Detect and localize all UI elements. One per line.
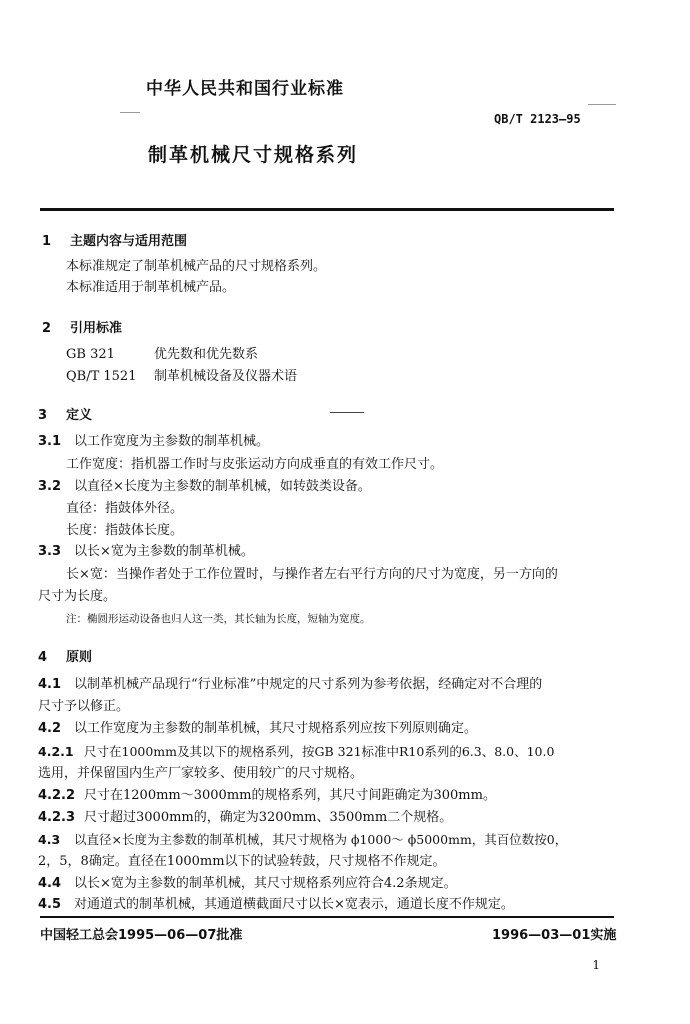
paragraph: 本标准规定了制革机械产品的尺寸规格系列。 — [66, 259, 327, 274]
clause-4-2-1 — [38, 743, 554, 761]
clause-text: 尺寸在1000mm及其以下的规格系列，按GB 321标准中R10系列的6.3、8.0、10.0 — [84, 744, 555, 759]
clause-text: 尺寸超过3000mm的，确定为3200mm、3500mm二个规格。 — [84, 810, 453, 825]
clause-text: 尺寸在1200mm～3000mm的规格系列，其尺寸间距确定为300mm。 — [84, 788, 496, 803]
approval-date: 中国轻工总会1995—06—07批准 — [40, 928, 243, 943]
clause-4-3 — [38, 831, 567, 849]
clause-text: 以工作宽度为主参数的制革机械，其尺寸规格系列应按下列原则确定。 — [74, 721, 478, 736]
section-3-heading — [38, 404, 92, 423]
section-number: 4 — [38, 650, 48, 665]
section-title: 定义 — [66, 408, 93, 423]
issuing-body: 中华人民共和国行业标准 — [146, 79, 344, 99]
clause-number: 4.4 — [38, 876, 62, 891]
clause-text: 以直径×长度为主参数的制革机械，其尺寸规格为 ϕ1000～ ϕ5000mm，其百位数按0， — [74, 832, 568, 847]
reference-code: QB/T 1521 — [66, 369, 137, 384]
clause-text: 以长×宽为主参数的制革机械，其尺寸规格系列应符合4.2条规定。 — [74, 876, 457, 891]
section-1-heading — [42, 230, 187, 249]
scan-mark — [330, 412, 364, 413]
page-number: 1 — [592, 958, 600, 972]
clause-number: 3.3 — [38, 544, 62, 559]
footer-rule — [40, 916, 614, 918]
document-title: 制革机械尺寸规格系列 — [148, 144, 359, 166]
section-title: 原则 — [66, 650, 93, 665]
clause-4-1 — [38, 676, 542, 694]
clause-4-4 — [38, 875, 457, 893]
definition: 长×宽：当操作者处于工作位置时，与操作者左右平行方向的尺寸为宽度，另一方向的 — [66, 567, 558, 582]
header-rule — [40, 208, 614, 211]
paragraph: 本标准适用于制革机械产品。 — [66, 280, 236, 295]
reference-title: 制革机械设备及仪器术语 — [154, 369, 298, 384]
reference-item — [66, 368, 297, 386]
clause-number: 4.2.2 — [38, 788, 76, 803]
clause-4-2 — [38, 720, 477, 738]
definition: 工作宽度：指机器工作时与皮张运动方向成垂直的有效工作尺寸。 — [66, 457, 444, 472]
section-number: 1 — [42, 234, 52, 249]
clause-3-2 — [38, 478, 371, 496]
clause-4-2-3 — [38, 809, 452, 827]
reference-title: 优先数和优先数系 — [154, 347, 259, 362]
clause-number: 4.2.1 — [38, 744, 74, 759]
section-title: 引用标准 — [70, 321, 123, 336]
section-number: 3 — [38, 408, 48, 423]
section-number: 2 — [42, 321, 52, 336]
reference-code: GB 321 — [66, 347, 115, 362]
clause-text: 以工作宽度为主参数的制革机械。 — [74, 434, 270, 449]
scan-mark — [588, 104, 616, 105]
standard-number: QB/T 2123—95 — [494, 112, 581, 126]
clause-text-continued: 尺寸予以修正。 — [38, 699, 130, 714]
clause-number: 4.3 — [38, 832, 61, 847]
clause-text: 以长×宽为主参数的制革机械。 — [74, 544, 254, 559]
definition-continued: 尺寸为长度。 — [38, 589, 117, 604]
clause-3-1 — [38, 433, 269, 451]
clause-4-5 — [38, 896, 514, 914]
clause-text-continued: 2，5，8确定。直径在1000mm以下的试验转鼓，尺寸规格不作规定。 — [38, 854, 446, 869]
note: 注：椭圆形运动设备也归人这一类，其长轴为长度，短轴为宽度。 — [66, 613, 371, 625]
section-title: 主题内容与适用范围 — [70, 234, 188, 249]
section-2-heading — [42, 317, 122, 336]
clause-number: 4.2 — [38, 721, 62, 736]
definition: 直径：指鼓体外径。 — [66, 501, 184, 516]
clause-number: 4.2.3 — [38, 810, 76, 825]
scan-mark — [120, 112, 140, 113]
clause-number: 3.2 — [38, 479, 62, 494]
definition: 长度：指鼓体长度。 — [66, 523, 184, 538]
clause-4-2-2 — [38, 787, 496, 805]
clause-text: 以直径×长度为主参数的制革机械，如转鼓类设备。 — [74, 479, 371, 494]
clause-text: 以制革机械产品现行“行业标准”中规定的尺寸系列为参考依据，经确定对不合理的 — [74, 677, 543, 692]
clause-3-3 — [38, 543, 254, 561]
clause-number: 3.1 — [38, 434, 62, 449]
section-4-heading — [38, 646, 92, 665]
clause-text-continued: 选用，并保留国内生产厂家较多、使用较广的尺寸规格。 — [38, 766, 364, 781]
effective-date: 1996—03—01实施 — [492, 928, 617, 943]
reference-item — [66, 346, 258, 364]
clause-text: 对通道式的制革机械，其通道横截面尺寸以长×宽表示，通道长度不作规定。 — [74, 897, 514, 912]
clause-number: 4.1 — [38, 677, 62, 692]
clause-number: 4.5 — [38, 897, 62, 912]
